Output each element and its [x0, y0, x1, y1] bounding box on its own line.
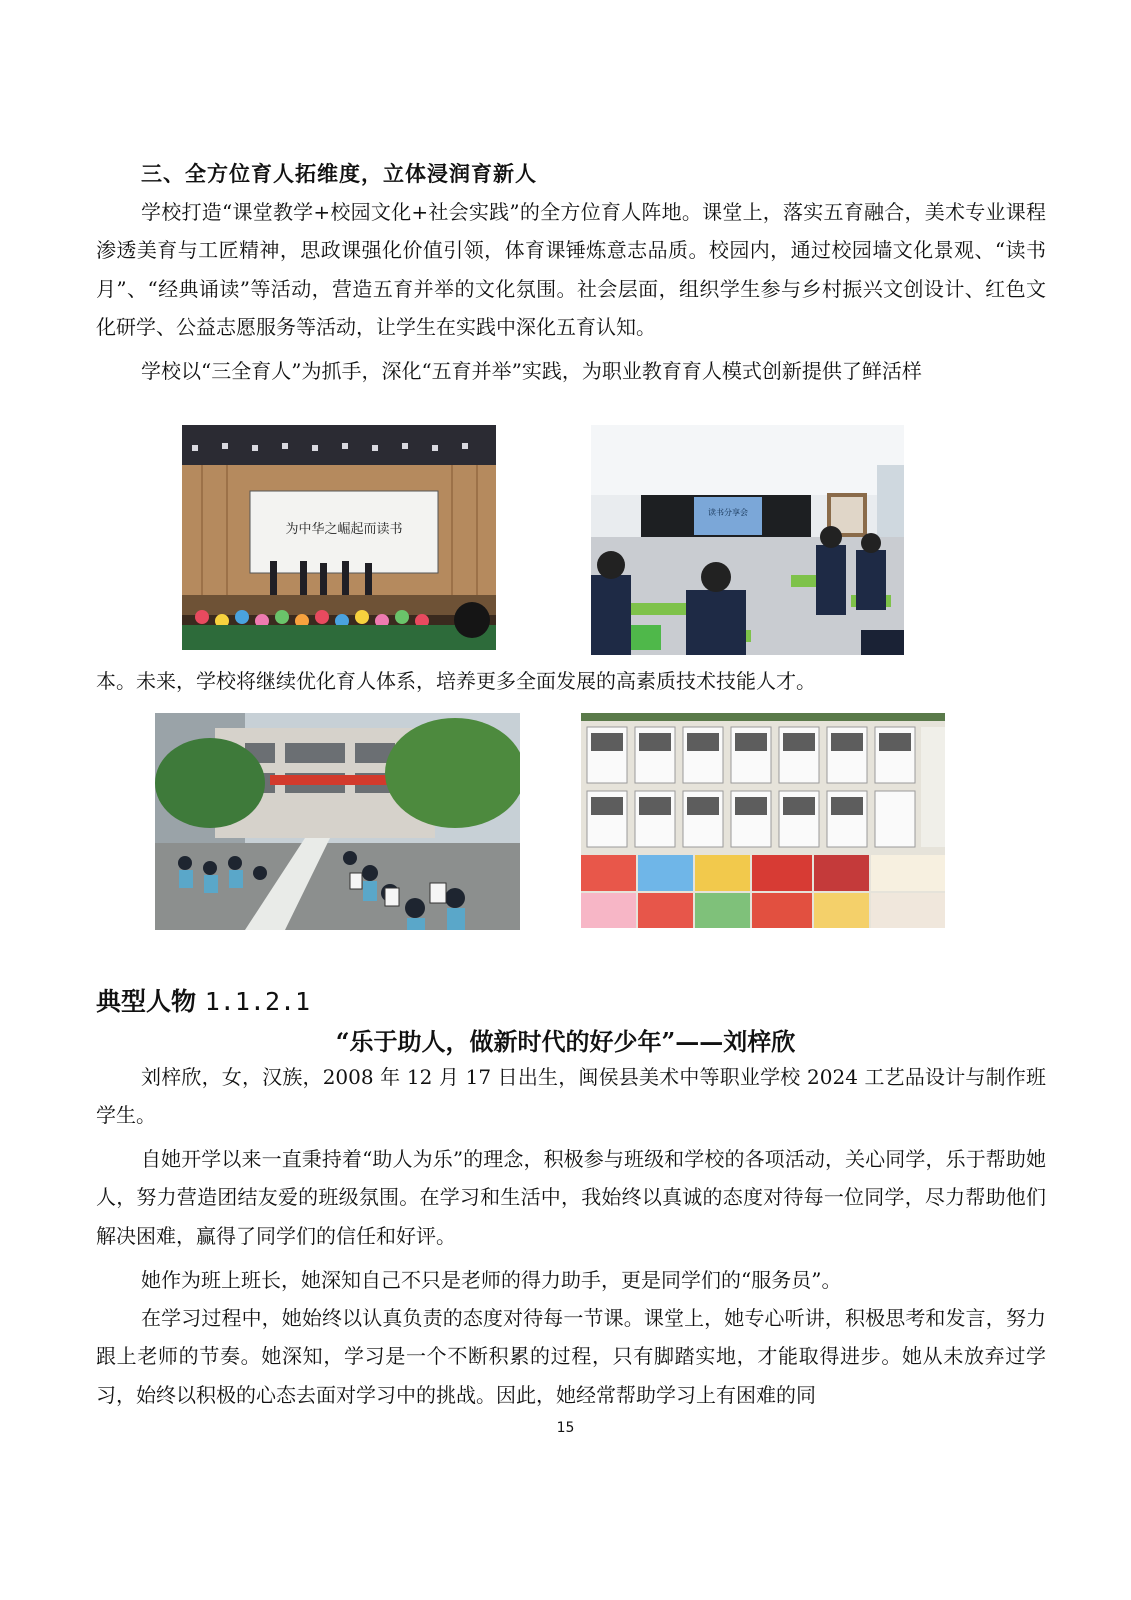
- stage-event-photo: [182, 425, 496, 650]
- profile-paragraph-4: 在学习过程中，她始终以认真负责的态度对待每一节课。课堂上，她专心听讲，积极思考和发言，努力跟上老师的节奏。她深知，学习是一个不断积累的过程，只有脚踏实地，才能取得进步。她从未放弃过学习，始终以积极的心态去面对学习中的挑战。因此，她经常帮助学习上有困难的同: [96, 1306, 1046, 1407]
- page-number: 15: [556, 1420, 575, 1436]
- classroom-reading-photo: [591, 425, 904, 655]
- profile-paragraph-1: 刘梓欣，女，汉族，2008 年 12 月 17 日出生，闽侯县美术中等职业学校 2024 工艺品设计与制作班学生。: [96, 1065, 1046, 1128]
- profile-paragraph-2: 自她开学以来一直秉持着“助人为乐”的理念，积极参与班级和学校的各项活动，关心同学，乐于帮助她人，努力营造团结友爱的班级氛围。在学习和生活中，我始终以真诚的态度对待每一位同学，尽力帮助他们解决困难，赢得了同学们的信任和好评。: [96, 1147, 1046, 1248]
- profile-paragraph-3: 她作为班上班长，她深知自己不只是老师的得力助手，更是同学们的“服务员”。: [141, 1268, 842, 1292]
- profile-label-prefix: 典型人物: [96, 987, 197, 1016]
- student-works-board-photo: [581, 713, 945, 928]
- section-heading: 三、全方位育人拓维度，立体浸润育新人: [141, 162, 537, 186]
- section-paragraph-3: 本。未来，学校将继续优化育人体系，培养更多全面发展的高素质技术技能人才。: [96, 669, 816, 693]
- profile-title: “乐于助人，做新时代的好少年”——刘梓欣: [335, 1027, 796, 1056]
- classroom-screen-caption: 读书分享会: [708, 508, 748, 517]
- profile-section-label: [96, 982, 310, 1018]
- profile-label-number: 1.1.2.1: [204, 987, 311, 1016]
- section-paragraph-1: 学校打造“课堂教学+校园文化+社会实践”的全方位育人阵地。课堂上，落实五育融合，美术专业课程渗透美育与工匠精神，思政课强化价值引领，体育课锤炼意志品质。校园内，通过校园墙文化景观、“读书月”、“经典诵读”等活动，营造五育并举的文化氛围。社会层面，组织学生参与乡村振兴文创设计、红色文化研学、公益志愿服务等活动，让学生在实践中深化五育认知。: [96, 200, 1046, 340]
- section-paragraph-2: 学校以“三全育人”为抓手，深化“五育并举”实践，为职业教育育人模式创新提供了鲜活样: [141, 359, 922, 383]
- courtyard-sketching-photo: [155, 713, 520, 930]
- stage-screen-caption: 为中华之崛起而读书: [285, 522, 403, 537]
